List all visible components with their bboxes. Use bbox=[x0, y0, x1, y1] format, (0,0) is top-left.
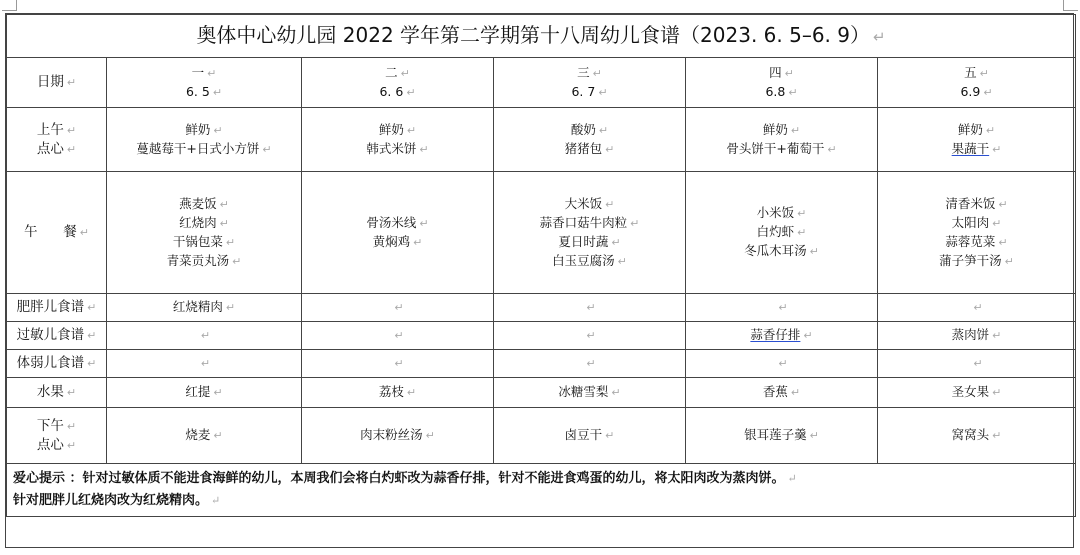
row-label-obese: 肥胖儿食谱 ↵ bbox=[7, 294, 107, 322]
morning-snack-fri: 鲜奶 ↵ 果蔬干 ↵ bbox=[878, 108, 1076, 172]
menu-title: 奥体中心幼儿园 2022 学年第二学期第十八周幼儿食谱（2023. 6. 5–6. 9） ↵ bbox=[7, 15, 1076, 58]
morning-snack-tue: 鲜奶 ↵ 韩式米饼 ↵ bbox=[302, 108, 494, 172]
weak-menu-row bbox=[7, 350, 1076, 378]
menu-document bbox=[5, 13, 1074, 548]
lunch-thu: 小米饭 ↵ 白灼虾 ↵ 冬瓜木耳汤 ↵ bbox=[686, 172, 878, 294]
fruit-row bbox=[7, 378, 1076, 408]
fruit-tue: 荔枝 ↵ bbox=[302, 378, 494, 408]
allergy-thu: 蒜香仔排 ↵ bbox=[686, 322, 878, 350]
row-label-date: 日期 ↵ bbox=[7, 58, 107, 108]
lunch-fri: 清香米饭 ↵ 太阳肉 ↵ 蒜蓉苋菜 ↵ 蒲子笋干汤 ↵ bbox=[878, 172, 1076, 294]
afternoon-snack-fri: 窝窝头 ↵ bbox=[878, 408, 1076, 464]
obese-fri: ↵ bbox=[878, 294, 1076, 322]
fruit-fri: 圣女果 ↵ bbox=[878, 378, 1076, 408]
row-label-allergy: 过敏儿食谱 ↵ bbox=[7, 322, 107, 350]
date-cell-tue: 二 ↵ 6. 6 ↵ bbox=[302, 58, 494, 108]
weak-fri: ↵ bbox=[878, 350, 1076, 378]
fruit-mon: 红提 ↵ bbox=[107, 378, 302, 408]
date-cell-thu: 四 ↵ 6.8 ↵ bbox=[686, 58, 878, 108]
obese-thu: ↵ bbox=[686, 294, 878, 322]
afternoon-snack-row bbox=[7, 408, 1076, 464]
allergy-tue: ↵ bbox=[302, 322, 494, 350]
row-label-weak: 体弱儿食谱 ↵ bbox=[7, 350, 107, 378]
weak-thu: ↵ bbox=[686, 350, 878, 378]
date-cell-fri: 五 ↵ 6.9 ↵ bbox=[878, 58, 1076, 108]
morning-snack-mon: 鲜奶 ↵ 蔓越莓干+日式小方饼 ↵ bbox=[107, 108, 302, 172]
date-row bbox=[7, 58, 1076, 108]
afternoon-snack-wed: 卤豆干 ↵ bbox=[494, 408, 686, 464]
page-corner-mark-left bbox=[2, 0, 17, 11]
morning-snack-row bbox=[7, 108, 1076, 172]
morning-snack-wed: 酸奶 ↵ 猪猪包 ↵ bbox=[494, 108, 686, 172]
allergy-mon: ↵ bbox=[107, 322, 302, 350]
row-label-fruit: 水果 ↵ bbox=[7, 378, 107, 408]
weak-mon: ↵ bbox=[107, 350, 302, 378]
lunch-row bbox=[7, 172, 1076, 294]
afternoon-snack-tue: 肉末粉丝汤 ↵ bbox=[302, 408, 494, 464]
morning-snack-thu: 鲜奶 ↵ 骨头饼干+葡萄干 ↵ bbox=[686, 108, 878, 172]
page-corner-mark-right bbox=[1063, 0, 1078, 11]
row-label-morning-snack: 上午 ↵ 点心 ↵ bbox=[7, 108, 107, 172]
allergy-menu-row bbox=[7, 322, 1076, 350]
lunch-tue: 骨汤米线 ↵ 黄焖鸡 ↵ bbox=[302, 172, 494, 294]
menu-table bbox=[6, 14, 1076, 517]
row-label-afternoon-snack: 下午 ↵ 点心 ↵ bbox=[7, 408, 107, 464]
obese-tue: ↵ bbox=[302, 294, 494, 322]
allergy-wed: ↵ bbox=[494, 322, 686, 350]
afternoon-snack-thu: 银耳莲子羹 ↵ bbox=[686, 408, 878, 464]
afternoon-snack-mon: 烧麦 ↵ bbox=[107, 408, 302, 464]
row-label-lunch: 午 餐 ↵ bbox=[7, 172, 107, 294]
note-row bbox=[7, 464, 1076, 517]
weak-wed: ↵ bbox=[494, 350, 686, 378]
allergy-fri: 蒸肉饼 ↵ bbox=[878, 322, 1076, 350]
weak-tue: ↵ bbox=[302, 350, 494, 378]
date-cell-mon: 一 ↵ 6. 5 ↵ bbox=[107, 58, 302, 108]
title-row bbox=[7, 15, 1076, 58]
care-tip-note: 爱心提示 ：针对过敏体质不能进食海鲜的幼儿，本周我们会将白灼虾改为蒜香仔排，针对不能进食鸡蛋的幼儿，将太阳肉改为蒸肉饼。 ↵ 针对肥胖儿红烧肉改为红烧精肉。 ↵ bbox=[7, 464, 1076, 517]
fruit-thu: 香蕉 ↵ bbox=[686, 378, 878, 408]
obese-menu-row bbox=[7, 294, 1076, 322]
fruit-wed: 冰糖雪梨 ↵ bbox=[494, 378, 686, 408]
lunch-mon: 燕麦饭 ↵ 红烧肉 ↵ 干锅包菜 ↵ 青菜贡丸汤 ↵ bbox=[107, 172, 302, 294]
date-cell-wed: 三 ↵ 6. 7 ↵ bbox=[494, 58, 686, 108]
obese-wed: ↵ bbox=[494, 294, 686, 322]
obese-mon: 红烧精肉 ↵ bbox=[107, 294, 302, 322]
lunch-wed: 大米饭 ↵ 蒜香口菇牛肉粒 ↵ 夏日时蔬 ↵ 白玉豆腐汤 ↵ bbox=[494, 172, 686, 294]
